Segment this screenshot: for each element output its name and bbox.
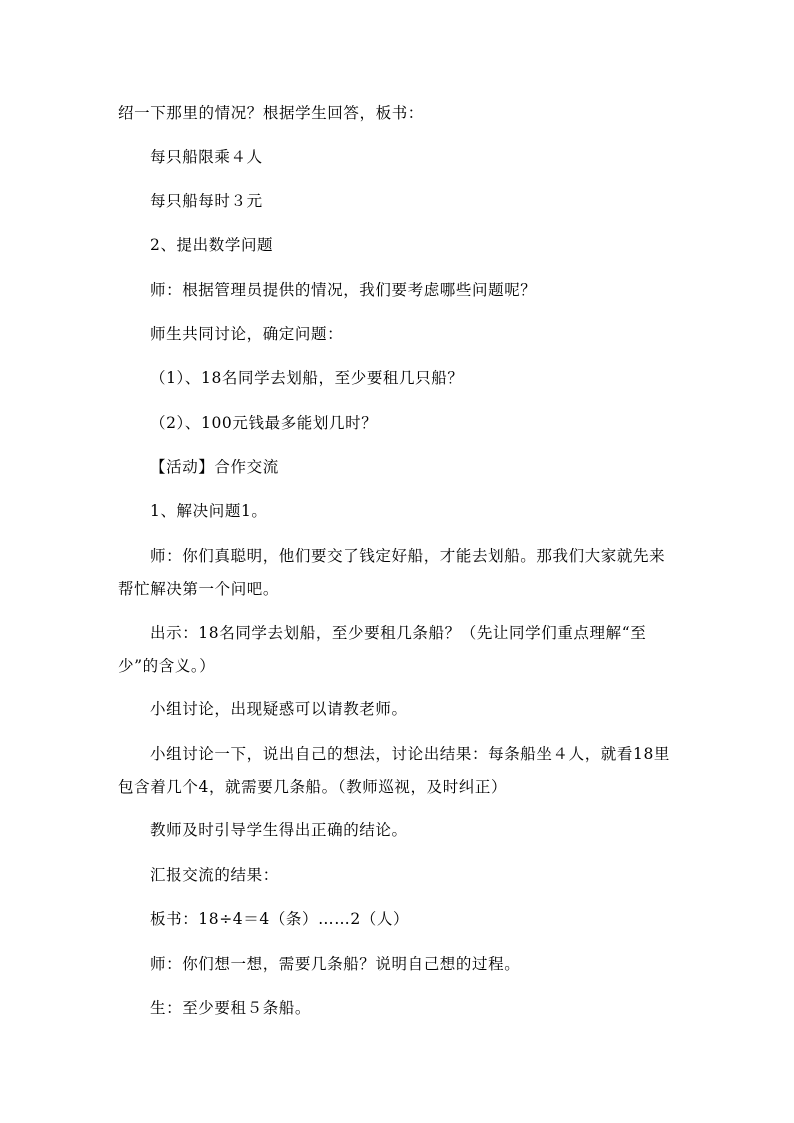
text-line-3: 每只船每时３元 bbox=[150, 192, 263, 210]
paragraph-show-question: 出示：18名同学去划船，至少要租几条船？（先让同学们重点理解“至少”的含义。） bbox=[118, 624, 647, 675]
text-line-2: 每只船限乘４人 bbox=[150, 148, 263, 166]
text-line-19: 生：至少要租５条船。 bbox=[150, 999, 312, 1017]
text-line-17: 板书：18÷4＝4（条）……2（人） bbox=[150, 910, 410, 928]
text-line-10: 1、解决问题1。 bbox=[150, 502, 268, 520]
text-line-6: 师生共同讨论，确定问题： bbox=[150, 325, 344, 343]
section-heading: 【活动】合作交流 bbox=[150, 458, 279, 476]
text-line-18: 师：你们想一想，需要几条船？说明自己想的过程。 bbox=[150, 955, 521, 973]
text-line-15: 教师及时引导学生得出正确的结论。 bbox=[150, 821, 408, 839]
paragraph-teacher-praise: 师：你们真聪明，他们要交了钱定好船，才能去划船。那我们大家就先来帮忙解决第一个问吧。 bbox=[118, 547, 666, 598]
text-line-4: 2、提出数学问题 bbox=[150, 236, 274, 254]
paragraph-group-discussion: 小组讨论一下，说出自己的想法，讨论出结果：每条船坐４人，就看18里包含着几个4，就需要几条船。（教师巡视，及时纠正） bbox=[118, 745, 671, 796]
text-line-13: 小组讨论，出现疑惑可以请教老师。 bbox=[150, 700, 408, 718]
text-line-5: 师：根据管理员提供的情况，我们要考虑哪些问题呢？ bbox=[150, 281, 537, 299]
text-line-7: （1）、18名同学去划船，至少要租几只船？ bbox=[150, 369, 464, 387]
text-line-16: 汇报交流的结果： bbox=[150, 866, 279, 884]
text-line-8: （2）、100元钱最多能划几时？ bbox=[150, 414, 378, 432]
text-line-1: 绍一下那里的情况？根据学生回答，板书： bbox=[118, 104, 424, 122]
